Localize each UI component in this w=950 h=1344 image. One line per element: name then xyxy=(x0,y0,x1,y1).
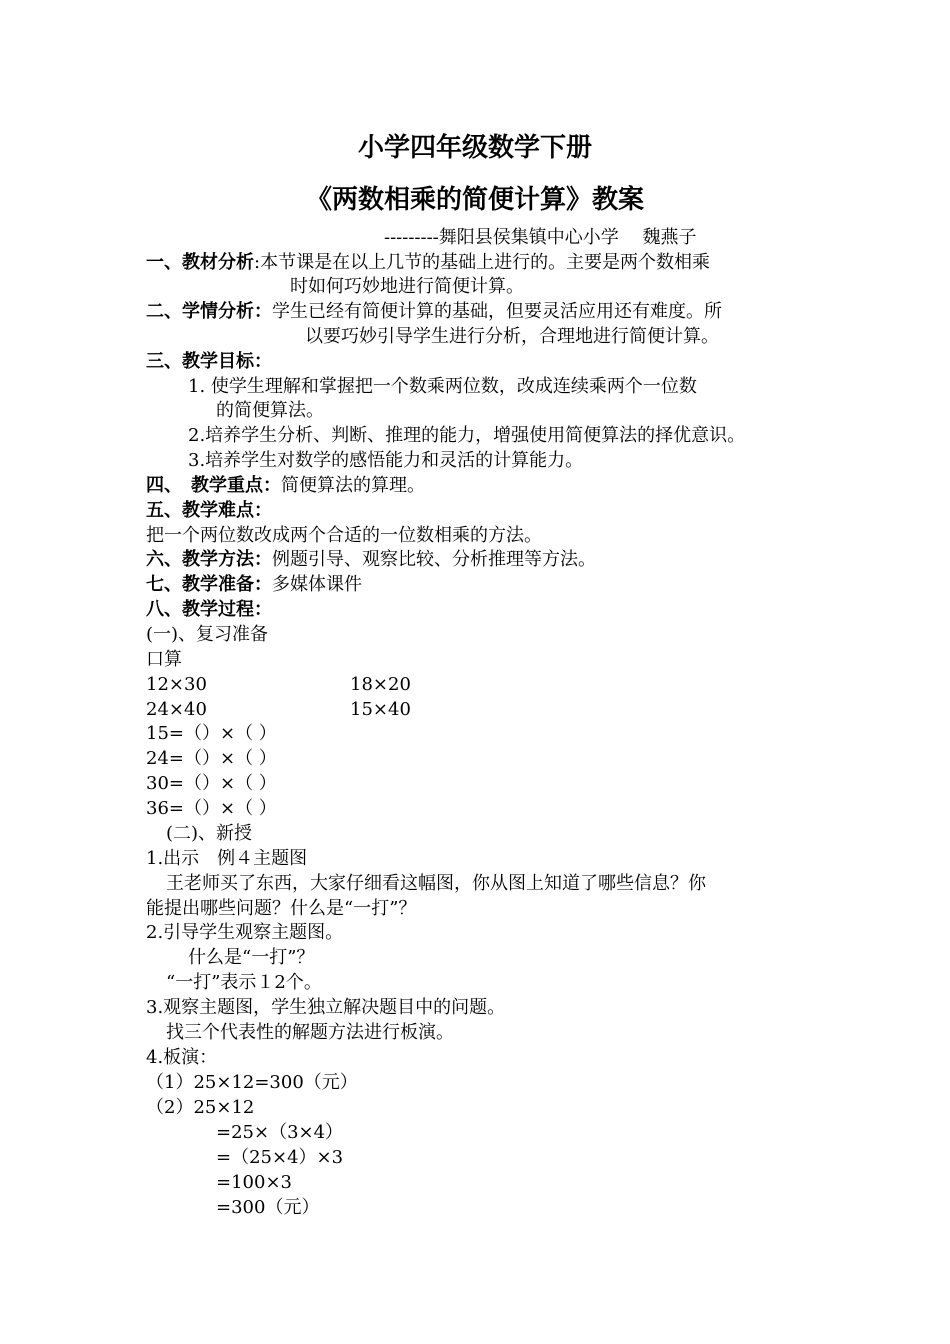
section-8-label: 八、教学过程： xyxy=(146,599,272,620)
oral-calc-1b: 18×20 xyxy=(350,674,411,695)
new-line-8: 找三个代表性的解题方法进行板演。 xyxy=(166,1022,454,1043)
board-line-5: =100×3 xyxy=(216,1172,292,1193)
section-7 xyxy=(146,573,362,597)
section-7-text: 多媒体课件 xyxy=(272,574,362,595)
section-1-text: :本节课是在以上几节的基础上进行的。主要是两个数相乘 xyxy=(254,252,711,273)
factor-line-1: 15=（）×（ ） xyxy=(146,723,277,744)
section-5-text: 把一个两位数改成两个合适的一位数相乘的方法。 xyxy=(146,525,542,546)
new-line-9: 4.板演： xyxy=(146,1047,218,1068)
section-7-label: 七、教学准备： xyxy=(146,574,272,595)
oral-calc-label: 口算 xyxy=(146,649,182,670)
oral-calc-1a: 12×30 xyxy=(146,674,207,695)
section-4-text: 简便算法的算理。 xyxy=(281,475,425,496)
section-1 xyxy=(146,251,710,275)
factor-line-3: 30=（）×（ ） xyxy=(146,773,277,794)
board-line-1: （1）25×12=300（元） xyxy=(146,1072,358,1093)
goal-1-cont: 的简便算法。 xyxy=(216,400,324,421)
section-1-text-cont: 时如何巧妙地进行简便计算。 xyxy=(290,276,524,297)
section-6 xyxy=(146,548,596,572)
section-5-label: 五、教学难点： xyxy=(146,500,272,521)
section-1-label: 一、教材分析 xyxy=(146,252,254,273)
new-line-1: 1.出示 例４主题图 xyxy=(146,848,308,869)
board-line-4: =（25×4）×3 xyxy=(216,1147,344,1168)
new-line-6: “一打”表示１2个。 xyxy=(166,972,322,993)
byline: ---------舞阳县侯集镇中心小学 魏燕子 xyxy=(384,227,697,248)
new-line-2: 王老师买了东西，大家仔细看这幅图，你从图上知道了哪些信息？你 xyxy=(166,873,706,894)
section-5-heading xyxy=(146,499,272,523)
goal-3: 3.培养学生对数学的感悟能力和灵活的计算能力。 xyxy=(188,450,584,471)
section-2 xyxy=(146,300,722,324)
section-6-label: 六、教学方法： xyxy=(146,549,272,570)
section-3-label: 三、教学目标： xyxy=(146,351,272,372)
section-3-heading xyxy=(146,350,272,374)
factor-line-2: 24=（）×（ ） xyxy=(146,748,277,769)
board-line-6: =300（元） xyxy=(216,1197,320,1218)
section-2-text: 学生已经有简便计算的基础，但要灵活应用还有难度。所 xyxy=(272,301,722,322)
oral-calc-2a: 24×40 xyxy=(146,699,207,720)
new-lesson-heading: (二)、新授 xyxy=(166,823,253,844)
new-line-4: 2.引导学生观察主题图。 xyxy=(146,922,344,943)
oral-calc-2b: 15×40 xyxy=(350,699,411,720)
section-4 xyxy=(146,474,425,498)
goal-1: 1. 使学生理解和掌握把一个数乘两位数，改成连续乘两个一位数 xyxy=(188,376,697,397)
factor-line-4: 36=（）×（ ） xyxy=(146,798,277,819)
section-2-text-cont: 以要巧妙引导学生进行分析，合理地进行简便计算。 xyxy=(305,326,719,347)
board-line-2: （2）25×12 xyxy=(146,1097,255,1118)
section-2-label: 二、学情分析： xyxy=(146,301,272,322)
review-heading: (一)、复习准备 xyxy=(146,624,269,645)
new-line-7: 3.观察主题图，学生独立解决题目中的问题。 xyxy=(146,997,506,1018)
new-line-3: 能提出哪些问题？什么是“一打”？ xyxy=(146,898,417,919)
title-line-2: 《两数相乘的简便计算》教案 xyxy=(305,185,644,215)
title-line-1: 小学四年级数学下册 xyxy=(357,133,592,163)
new-line-5: 什么是“一打”？ xyxy=(188,947,315,968)
goal-2: 2.培养学生分析、判断、推理的能力，增强使用简便算法的择优意识。 xyxy=(188,425,746,446)
section-6-text: 例题引导、观察比较、分析推理等方法。 xyxy=(272,549,596,570)
board-line-3: =25×（3×4） xyxy=(216,1122,344,1143)
section-4-label: 四、 教学重点： xyxy=(146,475,281,496)
section-8-heading xyxy=(146,598,272,622)
